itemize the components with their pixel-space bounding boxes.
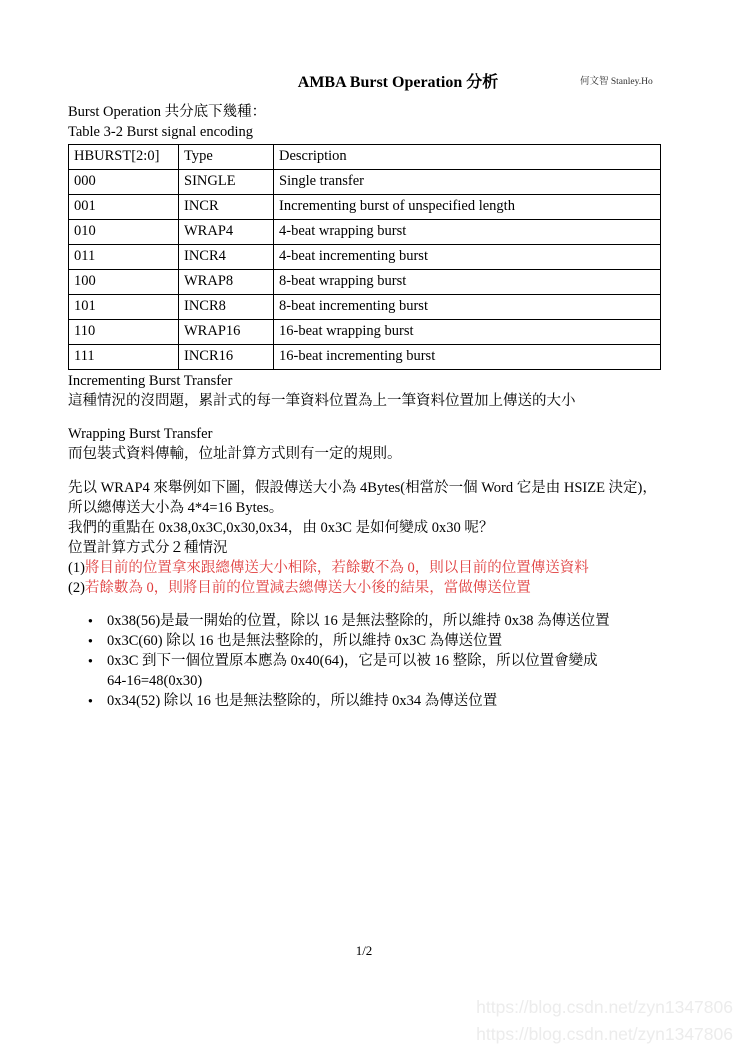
table-cell: 8-beat wrapping burst: [274, 270, 661, 295]
bullet-icon: ●: [88, 636, 93, 645]
bullet-text: 0x34(52) 除以 16 也是無法整除的，所以維持 0x34 為傳送位置: [107, 693, 498, 709]
table-caption: Table 3-2 Burst signal encoding: [68, 123, 254, 140]
example-line: 位置計算方式分２種情況: [68, 540, 228, 556]
table-cell: 010: [69, 220, 179, 245]
table-cell: INCR4: [179, 245, 274, 270]
table-cell: WRAP16: [179, 320, 274, 345]
rule-line: [68, 558, 657, 578]
table-cell: INCR16: [179, 345, 274, 370]
table-cell: 100: [69, 270, 179, 295]
example-line: 先以 WRAP4 來舉例如下圖，假設傳送大小為 4Bytes(相當於一個 Word 它是由 HSIZE 決定)，: [68, 480, 657, 496]
table-cell: 110: [69, 320, 179, 345]
table-row: [69, 345, 661, 370]
section-heading: Wrapping Burst Transfer: [68, 426, 213, 442]
example-line: 我們的重點在 0x38,0x3C,0x30,0x34，由 0x3C 是如何變成 0x30 呢？: [68, 520, 494, 536]
bullet-text-continuation: 64-16=48(0x30): [107, 673, 203, 689]
section-heading: Incrementing Burst Transfer: [68, 373, 233, 389]
table-header-row: [69, 145, 661, 170]
wrap4-example-block: [68, 478, 657, 598]
watermark-url-partial: https://blog.csdn.net/zyn1347806: [476, 1024, 733, 1044]
rule-line: [68, 578, 657, 598]
table-row: [69, 270, 661, 295]
table-row: [69, 220, 661, 245]
table-cell: INCR8: [179, 295, 274, 320]
bullet-text: 0x38(56)是最一開始的位置，除以 16 是無法整除的，所以維持 0x38 為傳送位置: [107, 613, 610, 629]
section-wrapping: [68, 424, 402, 464]
section-body: 這種情況的沒問題，累計式的每一筆資料位置為上一筆資料位置加上傳送的大小: [68, 393, 576, 409]
table-cell: 16-beat wrapping burst: [274, 320, 661, 345]
table-cell: 8-beat incrementing burst: [274, 295, 661, 320]
table-cell: 001: [69, 195, 179, 220]
table-cell: Single transfer: [274, 170, 661, 195]
table-cell: INCR: [179, 195, 274, 220]
page-title: AMBA Burst Operation 分析: [297, 74, 499, 91]
rule-text: 將目前的位置拿來跟總傳送大小相除，若餘數不為 0，則以目前的位置傳送資料: [84, 560, 589, 576]
table-header-cell: Type: [179, 145, 274, 170]
table-row: [69, 170, 661, 195]
table-row: [69, 320, 661, 345]
burst-encoding-table: [68, 144, 661, 370]
table-row: [69, 195, 661, 220]
section-body: 而包裝式資料傳輸，位址計算方式則有一定的規則。: [68, 446, 402, 462]
rule-prefix: (2): [68, 580, 85, 596]
bullet-item: [88, 691, 610, 711]
example-line: 所以總傳送大小為 4*4=16 Bytes。: [68, 500, 284, 516]
intro-line: Burst Operation 共分底下幾種：: [68, 104, 267, 120]
table-cell: SINGLE: [179, 170, 274, 195]
table-header-cell: Description: [274, 145, 661, 170]
page-number: 1/2: [355, 943, 373, 958]
table-cell: 011: [69, 245, 179, 270]
table-cell: 16-beat incrementing burst: [274, 345, 661, 370]
rule-text: 若餘數為 0，則將目前的位置減去總傳送大小後的結果，當做傳送位置: [84, 580, 531, 596]
table-row: [69, 245, 661, 270]
watermark-url: https://blog.csdn.net/zyn1347806: [476, 997, 733, 1017]
bullet-text: 0x3C(60) 除以 16 也是無法整除的，所以維持 0x3C 為傳送位置: [107, 633, 503, 649]
table-cell: Incrementing burst of unspecified length: [274, 195, 661, 220]
table-cell: 101: [69, 295, 179, 320]
table-cell: WRAP4: [179, 220, 274, 245]
section-incrementing: [68, 371, 576, 411]
table-row: [69, 295, 661, 320]
bullet-icon: ●: [88, 656, 93, 665]
table-cell: 4-beat incrementing burst: [274, 245, 661, 270]
bullet-item: [88, 611, 610, 631]
bullet-list: [88, 611, 610, 711]
bullet-icon: ●: [88, 616, 93, 625]
bullet-item: [88, 651, 610, 691]
bullet-item: [88, 631, 610, 651]
intro-block: [68, 103, 266, 142]
table-cell: WRAP8: [179, 270, 274, 295]
table-cell: 000: [69, 170, 179, 195]
bullet-text: 0x3C 到下一個位置原本應為 0x40(64)，它是可以被 16 整除，所以位置會變成: [107, 653, 598, 669]
table-cell: 111: [69, 345, 179, 370]
bullet-icon: ●: [88, 696, 93, 705]
table-header-cell: HBURST[2:0]: [69, 145, 179, 170]
table-cell: 4-beat wrapping burst: [274, 220, 661, 245]
rule-prefix: (1): [68, 560, 85, 576]
author-name: 何文智 Stanley.Ho: [580, 77, 653, 87]
